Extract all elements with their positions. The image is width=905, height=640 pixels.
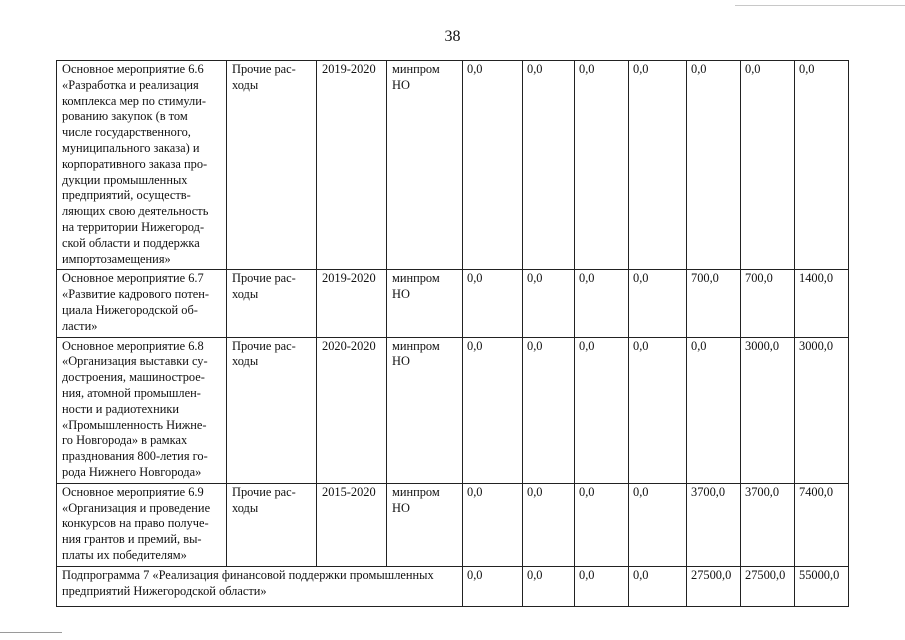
- value-cell-2: [523, 61, 575, 270]
- subprogram-name-text: [62, 568, 458, 600]
- text-line: ходы: [232, 500, 259, 515]
- value-text: 0,0: [467, 62, 483, 76]
- expense-type-text: [232, 62, 312, 94]
- value-text: 700,0: [691, 271, 719, 286]
- text-line: ния грантов и премий, вы-: [62, 532, 202, 547]
- text-line: рода Нижнего Новгорода»: [62, 464, 202, 479]
- value-cell-2: [523, 483, 575, 566]
- value-text: 27500,0: [691, 567, 732, 582]
- activity-name-text: [62, 485, 222, 564]
- text-line: ской области и поддержка: [62, 235, 200, 250]
- period-cell: [317, 483, 387, 566]
- period-text: 2020-2020: [322, 338, 376, 353]
- value-cell-4: [629, 61, 687, 270]
- value-text: 27500,0: [745, 567, 786, 582]
- value-cell-6: [741, 61, 795, 270]
- text-line: «Промышленность Нижне-: [62, 417, 207, 432]
- value-cell-1: [463, 337, 523, 483]
- value-cell-1: [463, 566, 523, 606]
- value-text: 0,0: [633, 484, 649, 499]
- value-text: 0,0: [633, 338, 649, 353]
- value-text: 0,0: [527, 271, 543, 286]
- value-cell-7: [795, 61, 849, 270]
- text-line: Прочие рас-: [232, 62, 296, 76]
- value-cell-6: [741, 483, 795, 566]
- text-line: Прочие рас-: [232, 484, 296, 499]
- value-text: 0,0: [467, 484, 483, 499]
- value-cell-6: [741, 270, 795, 337]
- expense-type-cell: [227, 483, 317, 566]
- activity-name-cell: [57, 483, 227, 566]
- value-text: 0,0: [633, 567, 649, 582]
- value-cell-4: [629, 270, 687, 337]
- text-line: ности и радиотехники: [62, 401, 180, 416]
- value-cell-3: [575, 337, 629, 483]
- text-line: конкурсов на право получе-: [62, 516, 209, 531]
- scan-edge-line-bottom: [0, 632, 62, 633]
- activity-name-text: [62, 339, 222, 481]
- text-line: НО: [392, 354, 410, 369]
- activity-name-text: [62, 62, 222, 267]
- period-cell: [317, 270, 387, 337]
- value-cell-1: [463, 61, 523, 270]
- value-cell-7: [795, 483, 849, 566]
- value-text: 3000,0: [799, 338, 834, 353]
- text-line: минпром: [392, 484, 440, 499]
- value-cell-5: [687, 270, 741, 337]
- value-text: 3700,0: [691, 484, 726, 499]
- value-text: 0,0: [691, 338, 707, 353]
- value-text: 0,0: [633, 62, 649, 76]
- text-line: НО: [392, 77, 410, 92]
- value-cell-6: [741, 566, 795, 606]
- table-row-activity-6-9: [57, 483, 849, 566]
- value-cell-4: [629, 483, 687, 566]
- value-cell-1: [463, 270, 523, 337]
- period-text: 2019-2020: [322, 271, 376, 286]
- executor-text: [392, 62, 458, 94]
- value-cell-2: [523, 566, 575, 606]
- executor-cell: [387, 337, 463, 483]
- activity-name-cell: [57, 270, 227, 337]
- expense-type-cell: [227, 337, 317, 483]
- text-line: Прочие рас-: [232, 271, 296, 286]
- text-line: празднования 800-летия го-: [62, 449, 208, 464]
- text-line: на территории Нижегород-: [62, 219, 205, 234]
- value-cell-5: [687, 483, 741, 566]
- activity-name-cell: [57, 337, 227, 483]
- scan-edge-line-top: [735, 5, 905, 6]
- text-line: предприятий, осуществ-: [62, 188, 191, 203]
- text-line: достроения, машинострое-: [62, 370, 205, 385]
- period-cell: [317, 337, 387, 483]
- program-budget-table: [56, 60, 849, 607]
- page-number: 38: [444, 28, 461, 45]
- table-body: [57, 61, 849, 607]
- value-text: 0,0: [527, 567, 543, 582]
- text-line: минпром: [392, 271, 440, 286]
- executor-text: [392, 485, 458, 517]
- activity-name-text: [62, 271, 222, 334]
- text-line: ходы: [232, 287, 259, 302]
- text-line: Основное мероприятие 6.9: [62, 484, 204, 499]
- text-line: импортозамещения»: [62, 251, 171, 266]
- text-line: Основное мероприятие 6.7: [62, 271, 204, 286]
- text-line: Основное мероприятие 6.6: [62, 62, 204, 76]
- period-cell: [317, 61, 387, 270]
- value-cell-2: [523, 270, 575, 337]
- value-text: 3700,0: [745, 484, 780, 499]
- value-cell-7: [795, 566, 849, 606]
- value-cell-3: [575, 270, 629, 337]
- text-line: НО: [392, 500, 410, 515]
- expense-type-cell: [227, 61, 317, 270]
- period-text: 2015-2020: [322, 484, 376, 499]
- text-line: «Организация выставки су-: [62, 354, 208, 369]
- text-line: ходы: [232, 354, 259, 369]
- value-text: 0,0: [579, 338, 595, 353]
- text-line: Прочие рас-: [232, 338, 296, 353]
- value-cell-7: [795, 337, 849, 483]
- table-row-activity-6-8: [57, 337, 849, 483]
- value-cell-6: [741, 337, 795, 483]
- value-text: 0,0: [467, 338, 483, 353]
- text-line: ходы: [232, 77, 259, 92]
- text-line: Подпрограмма 7 «Реализация финансовой поддержки промышленных: [62, 567, 434, 582]
- executor-cell: [387, 61, 463, 270]
- text-line: НО: [392, 287, 410, 302]
- value-text: 55000,0: [799, 567, 840, 582]
- text-line: минпром: [392, 62, 440, 76]
- executor-text: [392, 339, 458, 371]
- executor-cell: [387, 483, 463, 566]
- text-line: корпоративного заказа про-: [62, 156, 208, 171]
- value-cell-2: [523, 337, 575, 483]
- value-cell-4: [629, 566, 687, 606]
- expense-type-cell: [227, 270, 317, 337]
- value-cell-4: [629, 337, 687, 483]
- value-text: 0,0: [527, 62, 543, 76]
- text-line: предприятий Нижегородской области»: [62, 583, 267, 598]
- value-text: 0,0: [579, 484, 595, 499]
- value-cell-3: [575, 483, 629, 566]
- value-text: 3000,0: [745, 338, 780, 353]
- text-line: го Новгорода» в рамках: [62, 433, 188, 448]
- text-line: ляющих свою деятельность: [62, 204, 209, 219]
- value-cell-3: [575, 566, 629, 606]
- activity-name-cell: [57, 61, 227, 270]
- executor-cell: [387, 270, 463, 337]
- value-cell-1: [463, 483, 523, 566]
- value-text: 0,0: [467, 271, 483, 286]
- executor-text: [392, 271, 458, 303]
- value-cell-7: [795, 270, 849, 337]
- value-text: 0,0: [579, 271, 595, 286]
- value-text: 0,0: [799, 62, 815, 76]
- value-text: 0,0: [527, 338, 543, 353]
- expense-type-text: [232, 485, 312, 517]
- text-line: минпром: [392, 338, 440, 353]
- text-line: «Развитие кадрового потен-: [62, 287, 209, 302]
- text-line: ласти»: [62, 318, 98, 333]
- text-line: циала Нижегородской об-: [62, 302, 198, 317]
- table-row-subprogram-7: [57, 566, 849, 606]
- value-text: 0,0: [527, 484, 543, 499]
- text-line: муниципального заказа) и: [62, 140, 200, 155]
- value-text: 700,0: [745, 271, 773, 286]
- value-cell-3: [575, 61, 629, 270]
- value-cell-5: [687, 337, 741, 483]
- text-line: числе государственного,: [62, 125, 191, 140]
- subprogram-name-cell: [57, 566, 463, 606]
- value-text: 7400,0: [799, 484, 834, 499]
- expense-type-text: [232, 339, 312, 371]
- text-line: дукции промышленных: [62, 172, 188, 187]
- text-line: платы их победителям»: [62, 547, 187, 562]
- text-line: ния, атомной промышлен-: [62, 385, 201, 400]
- text-line: «Разработка и реализация: [62, 77, 199, 92]
- value-text: 1400,0: [799, 271, 834, 286]
- value-text: 0,0: [467, 567, 483, 582]
- value-cell-5: [687, 61, 741, 270]
- value-cell-5: [687, 566, 741, 606]
- value-text: 0,0: [579, 62, 595, 76]
- text-line: комплекса мер по стимули-: [62, 93, 206, 108]
- value-text: 0,0: [691, 62, 707, 76]
- table-row-activity-6-7: [57, 270, 849, 337]
- value-text: 0,0: [745, 62, 761, 76]
- text-line: рованию закупок (в том: [62, 109, 188, 124]
- value-text: 0,0: [633, 271, 649, 286]
- period-text: 2019-2020: [322, 62, 376, 76]
- value-text: 0,0: [579, 567, 595, 582]
- table-row-activity-6-6: [57, 61, 849, 270]
- text-line: «Организация и проведение: [62, 500, 211, 515]
- text-line: Основное мероприятие 6.8: [62, 338, 204, 353]
- expense-type-text: [232, 271, 312, 303]
